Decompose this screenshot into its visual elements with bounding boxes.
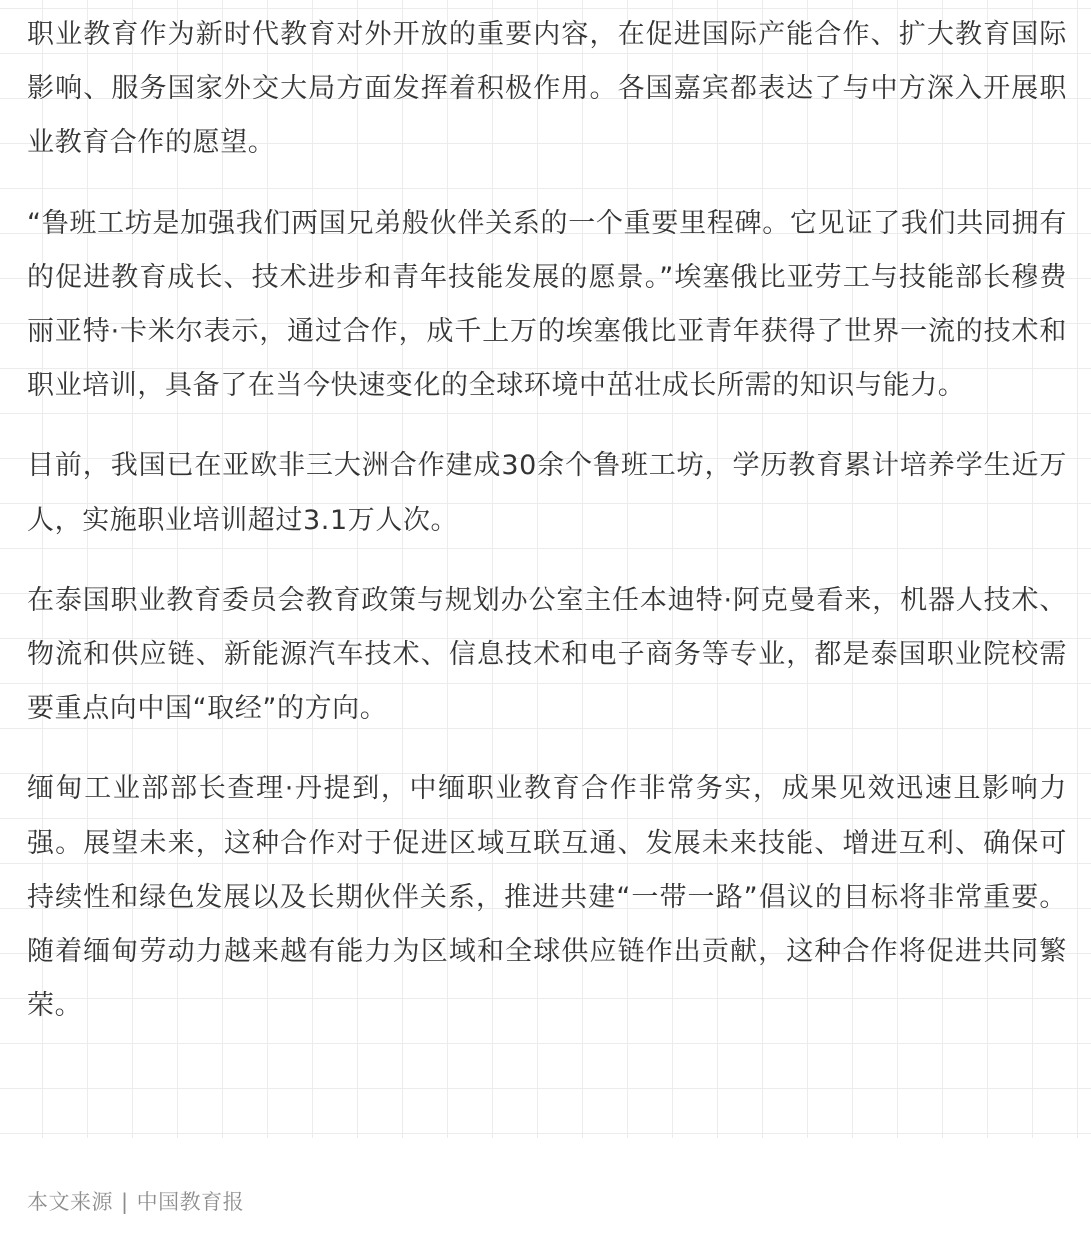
source-label: 本文来源 <box>27 1190 113 1214</box>
source-credit <box>27 1186 244 1218</box>
paragraph-2: “鲁班工坊是加强我们两国兄弟般伙伴关系的一个重要里程碑。它见证了我们共同拥有的促进教育成长、技术进步和青年技能发展的愿景。”埃塞俄比亚劳工与技能部长穆费丽亚特·卡米尔表示，通过合作，成千上万的埃塞俄比亚青年获得了世界一流的技术和职业培训，具备了在当今快速变化的全球环境中茁壮成长所需的知识与能力。 <box>27 207 1067 402</box>
paragraph-5: 缅甸工业部部长查理·丹提到，中缅职业教育合作非常务实，成果见效迅速且影响力强。展望未来，这种合作对于促进区域互联互通、发展未来技能、增进互利、确保可持续性和绿色发展以及长期伙伴关系，推进共建“一带一路”倡议的目标将非常重要。随着缅甸劳动力越来越有能力为区域和全球供应链作出贡献，这种合作将促进共同繁荣。 <box>27 773 1067 1022</box>
article-body <box>27 8 1067 1059</box>
source-name: 中国教育报 <box>136 1190 245 1214</box>
paragraph-1: 职业教育作为新时代教育对外开放的重要内容，在促进国际产能合作、扩大教育国际影响、服务国家外交大局方面发挥着积极作用。各国嘉宾都表达了与中方深入开展职业教育合作的愿望。 <box>27 19 1067 159</box>
paragraph-4: 在泰国职业教育委员会教育政策与规划办公室主任本迪特·阿克曼看来，机器人技术、物流和供应链、新能源汽车技术、信息技术和电子商务等专业，都是泰国职业院校需要重点向中国“取经”的方向。 <box>27 584 1067 725</box>
paragraph-3: 目前，我国已在亚欧非三大洲合作建成30余个鲁班工坊，学历教育累计培养学生近万人，实施职业培训超过3.1万人次。 <box>27 450 1067 536</box>
source-separator: | <box>121 1190 129 1214</box>
